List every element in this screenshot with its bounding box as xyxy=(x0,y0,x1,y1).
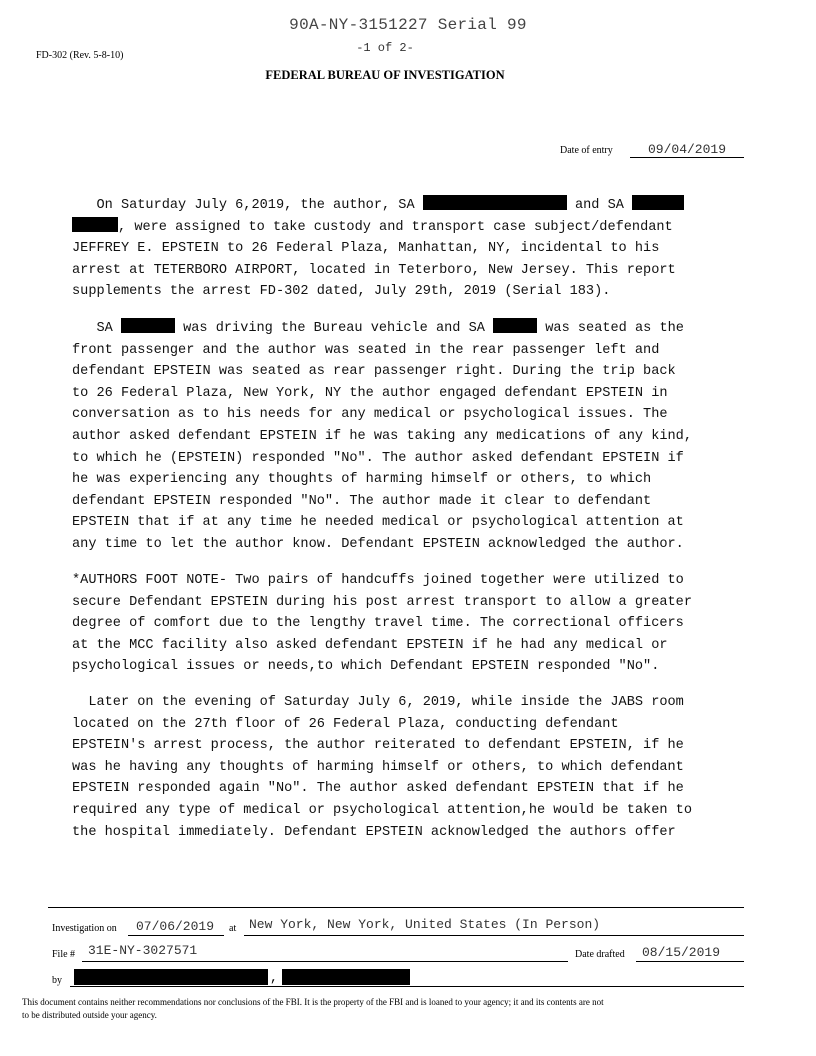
date-drafted-underline xyxy=(636,961,744,962)
paragraph-1 xyxy=(72,195,752,303)
at-label: at xyxy=(229,923,237,934)
redaction-block xyxy=(282,969,410,985)
p3-line: at the MCC facility also asked defendant EPSTEIN if he had any medical or xyxy=(72,637,668,653)
p1-line-4: arrest at TETERBORO AIRPORT, located in Teterboro, New Jersey. This report xyxy=(72,262,676,278)
date-of-entry-value: 09/04/2019 xyxy=(647,142,726,157)
disclaimer-line-1: This document contains neither recommendations nor conclusions of the FBI. It is the property of the FBI and is loaned to your agency; it and its contents are not xyxy=(22,997,604,1007)
form-number: FD-302 (Rev. 5-8-10) xyxy=(36,50,124,61)
date-of-entry-underline xyxy=(630,157,744,158)
agency-title: FEDERAL BUREAU OF INVESTIGATION xyxy=(265,68,505,82)
disclaimer-line-2: to be distributed outside your agency. xyxy=(22,1009,157,1020)
p2-line: defendant EPSTEIN responded "No". The author made it clear to defendant xyxy=(72,493,652,509)
redaction-block xyxy=(493,318,537,333)
p4-line: EPSTEIN's arrest process, the author reiterated to defendant EPSTEIN, if he xyxy=(72,738,684,754)
p2-line: he was experiencing any thoughts of harming himself or others, to which xyxy=(72,472,652,488)
p1-line-2-text: , were assigned to take custody and transport case subject/defendant xyxy=(118,219,673,235)
p3-line: secure Defendant EPSTEIN during his post arrest transport to allow a greater xyxy=(72,594,692,610)
p1-line-1-text: On Saturday July 6,2019, the author, SA xyxy=(72,198,423,213)
location-underline xyxy=(244,935,744,936)
p1-line-1-text-b: and SA xyxy=(566,198,633,213)
by-label: by xyxy=(52,975,62,986)
by-underline xyxy=(70,986,744,987)
p2-line: to which he (EPSTEIN) responded "No". The author asked defendant EPSTEIN if xyxy=(72,450,684,466)
p4-line: was he having any thoughts of harming himself or others, to which defendant xyxy=(72,759,684,775)
p2-line: defendant EPSTEIN was seated as rear passenger right. During the trip back xyxy=(72,364,676,380)
p3-line: degree of comfort due to the lengthy travel time. The correctional officers xyxy=(72,616,684,632)
p1-line-3: JEFFREY E. EPSTEIN to 26 Federal Plaza, Manhattan, NY, incidental to his xyxy=(72,241,660,257)
redaction-block xyxy=(72,217,118,232)
paragraph-4 xyxy=(72,692,752,843)
p4-line: Later on the evening of Saturday July 6, 2019, while inside the JABS room xyxy=(72,695,684,710)
p2-line-1-text-c: was seated as the xyxy=(537,321,684,336)
date-drafted-label: Date drafted xyxy=(575,949,625,960)
redaction-block xyxy=(121,318,175,333)
p2-line-1-text-b: was driving the Bureau vehicle and SA xyxy=(174,321,494,336)
p2-line: author asked defendant EPSTEIN if he was taking any medications of any kind, xyxy=(72,428,692,444)
paragraph-2 xyxy=(72,318,752,556)
p3-line: psychological issues or needs,to which Defendant EPSTEIN responded "No". xyxy=(72,659,660,675)
p2-line: conversation as to his needs for any medical or psychological issues. The xyxy=(72,407,668,423)
serial-number: 90A-NY-3151227 Serial 99 xyxy=(289,16,527,34)
p2-line: front passenger and the author was seated in the rear passenger left and xyxy=(72,342,660,358)
p2-line: to 26 Federal Plaza, New York, NY the author engaged defendant EPSTEIN in xyxy=(72,385,668,401)
p2-line: EPSTEIN that if at any time he needed medical or psychological attention at xyxy=(72,515,684,531)
date-of-entry-label: Date of entry xyxy=(560,145,613,156)
p2-line: any time to let the author know. Defendant EPSTEIN acknowledged the author. xyxy=(72,536,684,552)
page-indicator: -1 of 2- xyxy=(356,41,414,55)
redaction-block xyxy=(632,195,684,210)
p2-line-1-text: SA xyxy=(72,321,121,336)
file-number: 31E-NY-3027571 xyxy=(88,943,198,958)
redaction-block xyxy=(423,195,567,210)
disclaimer xyxy=(22,996,782,1021)
p4-line: EPSTEIN responded again "No". The author asked defendant EPSTEIN that if he xyxy=(72,781,684,797)
paragraph-3-footnote xyxy=(72,570,752,678)
date-drafted-value: 08/15/2019 xyxy=(642,945,721,960)
footer-top-rule xyxy=(48,907,744,908)
investigation-date: 07/06/2019 xyxy=(136,919,215,934)
p4-line: located on the 27th floor of 26 Federal Plaza, conducting defendant xyxy=(72,716,619,732)
p1-line-5: supplements the arrest FD-302 dated, July 29th, 2019 (Serial 183). xyxy=(72,284,611,300)
p3-line: *AUTHORS FOOT NOTE- Two pairs of handcuffs joined together were utilized to xyxy=(72,573,684,588)
redaction-block xyxy=(74,969,268,985)
file-label: File # xyxy=(52,949,76,960)
p4-line: required any type of medical or psychological attention,he would be taken to xyxy=(72,802,692,818)
investigation-on-label: Investigation on xyxy=(52,923,117,934)
investigation-date-underline xyxy=(128,935,224,936)
by-separator: , xyxy=(270,970,278,985)
investigation-location: New York, New York, United States (In Person) xyxy=(249,917,601,932)
p4-line: the hospital immediately. Defendant EPSTEIN acknowledged the authors offer xyxy=(72,824,676,840)
file-number-underline xyxy=(82,961,568,962)
